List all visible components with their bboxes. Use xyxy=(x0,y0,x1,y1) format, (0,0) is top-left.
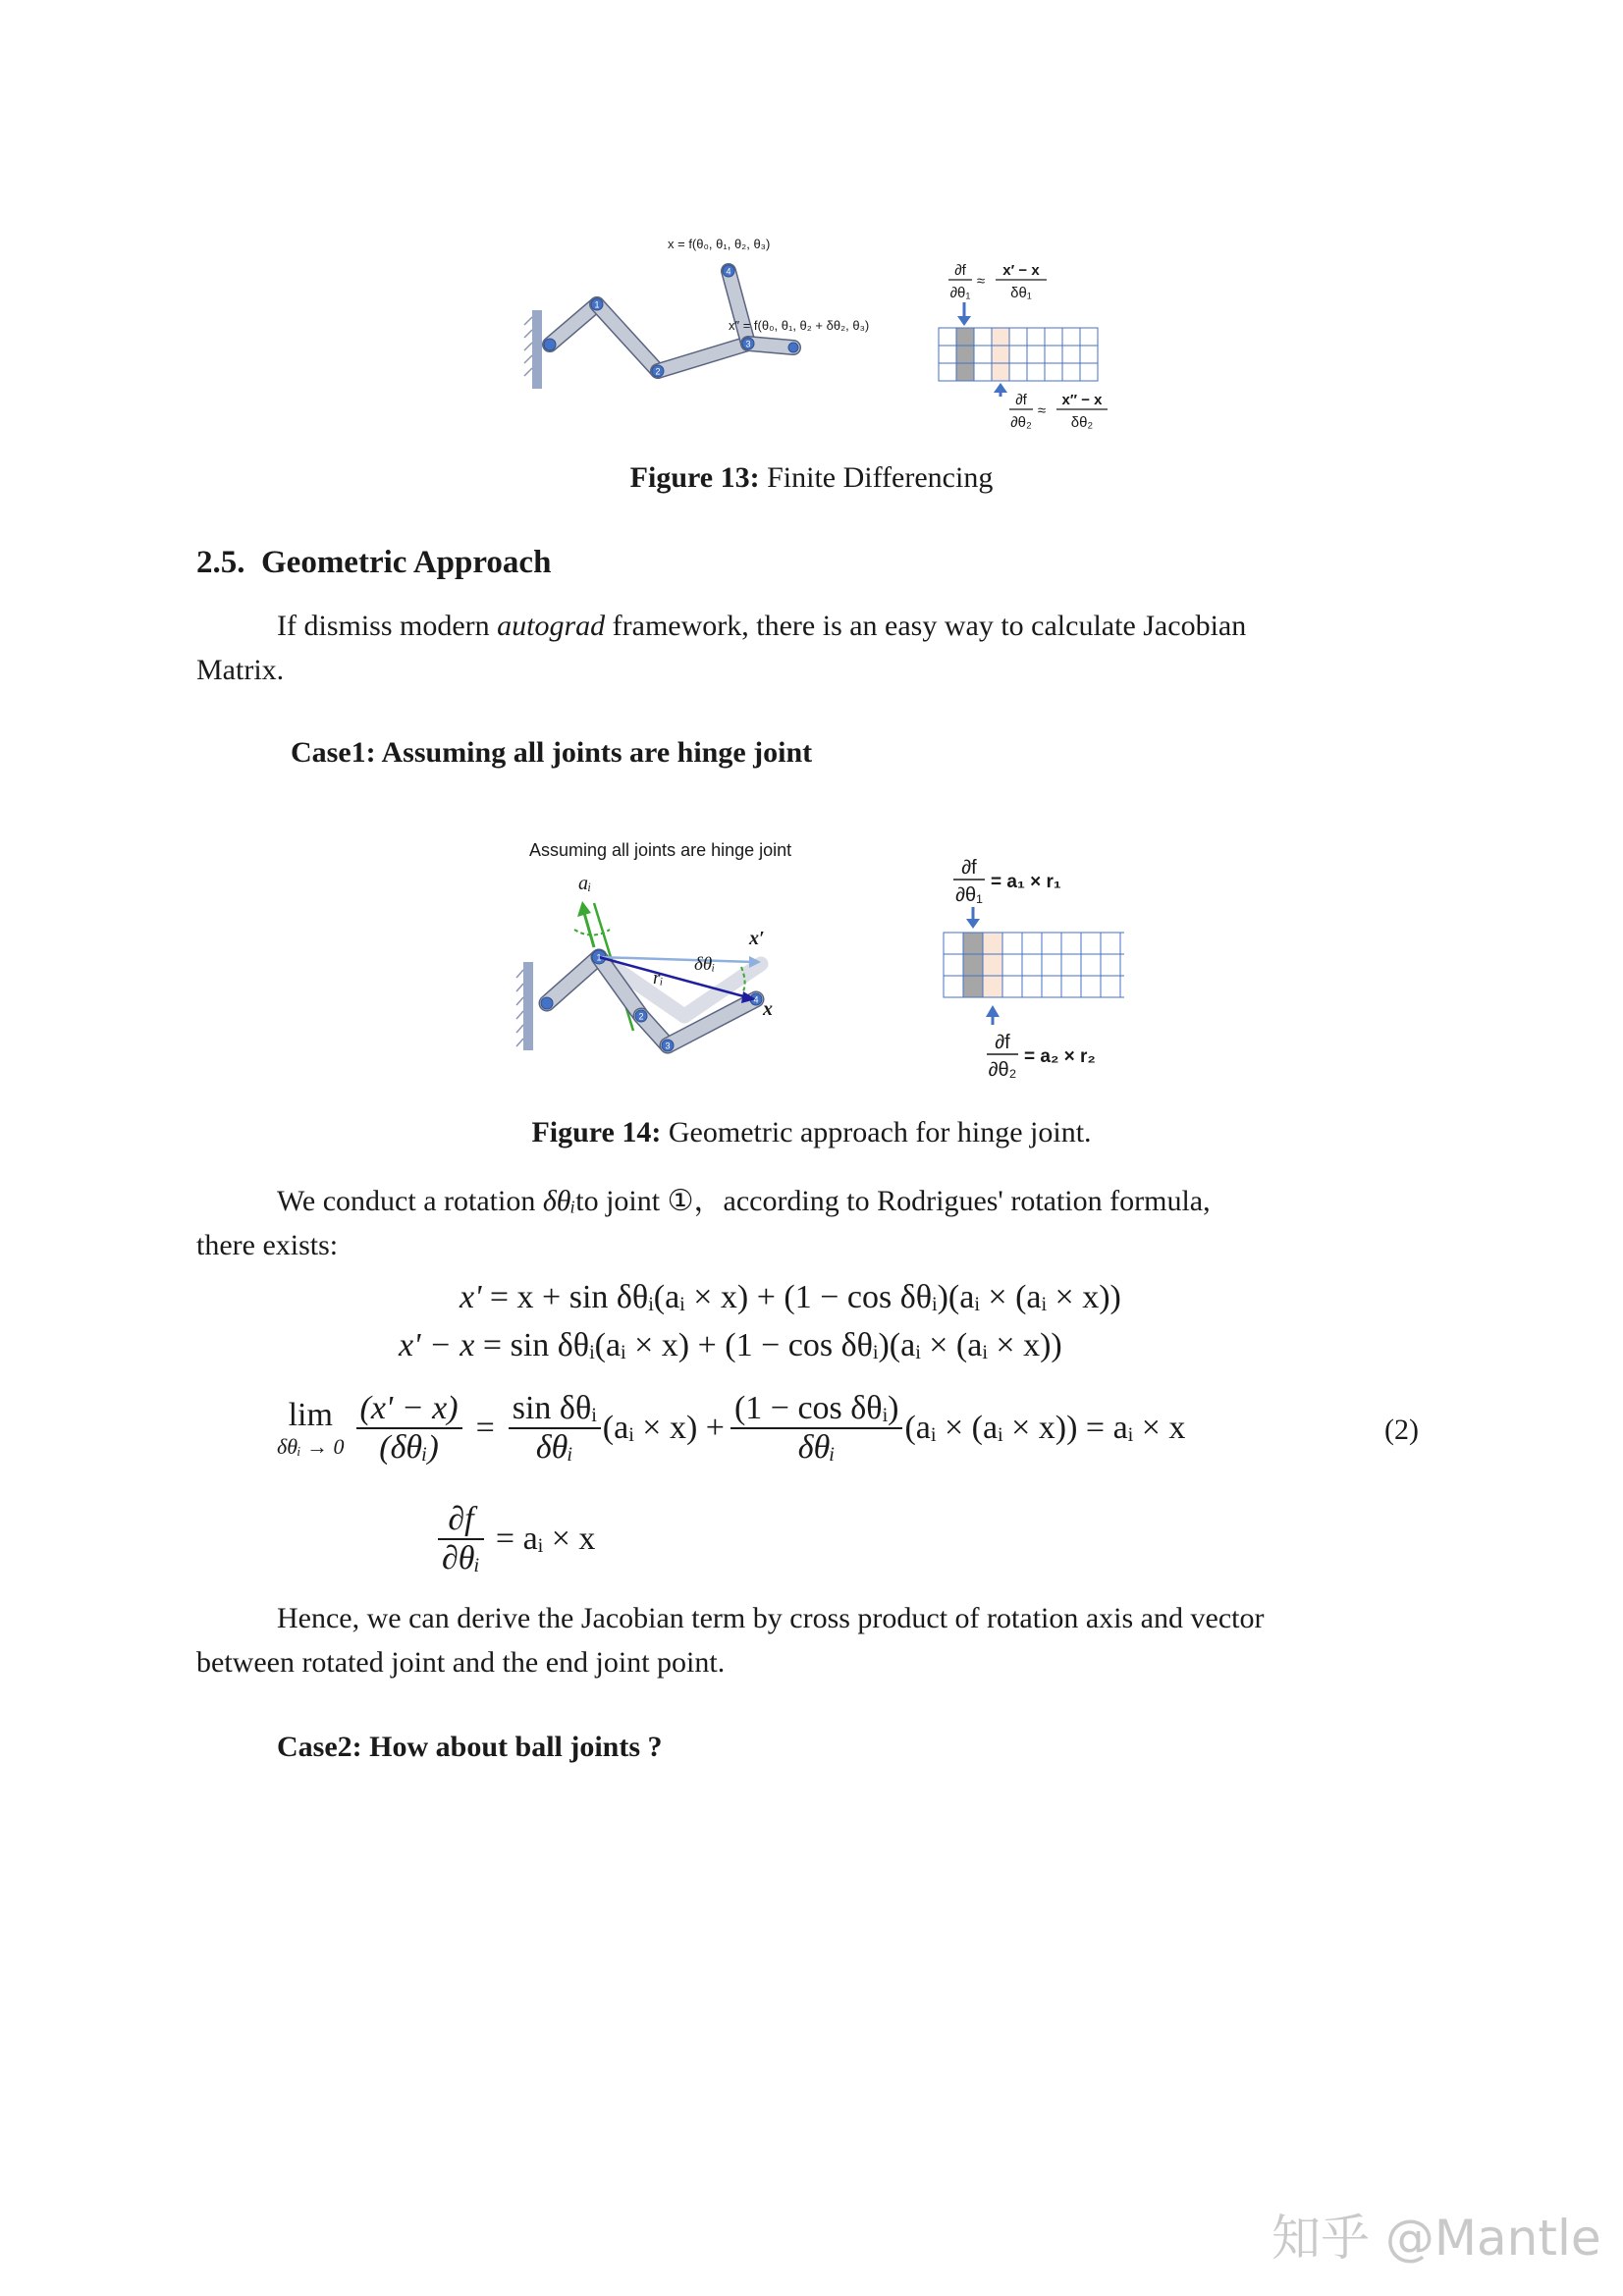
figure-14-caption-text: Geometric approach for hinge joint. xyxy=(661,1116,1092,1148)
label-ri: rᵢ xyxy=(653,968,664,988)
grad2-lhs-num: ∂f xyxy=(1015,392,1027,408)
equation-number: (2) xyxy=(1384,1414,1419,1446)
intro-italic-term: autograd xyxy=(497,610,606,642)
hinge-joint-0 xyxy=(541,997,553,1009)
figure-13-graphic xyxy=(511,224,1119,445)
eq3-eq: = xyxy=(475,1410,495,1446)
figure-13-caption-label: Figure 13: xyxy=(629,461,760,494)
eq3-frac1-num: (x' − x) xyxy=(359,1390,459,1426)
label-x: x xyxy=(763,998,773,1020)
rotation-line-2: there exists: xyxy=(196,1229,339,1261)
case2-heading: Case2: How about ball joints ? xyxy=(277,1731,663,1763)
figure-14-caption-label: Figure 14: xyxy=(531,1116,662,1148)
intro-line-2: Matrix. xyxy=(196,654,285,686)
equation-1 xyxy=(460,1279,1121,1316)
vector-x-prime xyxy=(599,957,751,962)
rotation-line-1: We conduct a rotation δθᵢto joint ①，according to Rodrigues' rotation formula, xyxy=(277,1185,1211,1217)
joint-number-label: 2 xyxy=(638,1011,644,1022)
joint-number-label: 2 xyxy=(655,366,661,377)
hinge-grad2-num: ∂f xyxy=(995,1032,1010,1053)
hinge-grad1-rhs: = a₁ × r₁ xyxy=(991,872,1061,892)
eq-x-label: x = f(θ₀, θ₁, θ₂, θ₃) xyxy=(668,237,771,251)
hinge-grad1-num: ∂f xyxy=(961,857,977,879)
watermark: 知乎 @Mantle xyxy=(1271,2210,1601,2267)
figure-14 xyxy=(515,834,1124,1095)
eq3-frac2-num: sin δθᵢ xyxy=(512,1390,597,1426)
equation-2 xyxy=(399,1327,1062,1364)
eq3-limit xyxy=(277,1397,345,1460)
eq3-frac2-den: δθᵢ xyxy=(509,1427,601,1467)
grad2-rhs-den: δθ₂ xyxy=(1070,414,1094,431)
grad2-rhs-num: x″ − x xyxy=(1061,392,1103,408)
joint-number-label: 3 xyxy=(745,339,751,349)
eq4-frac xyxy=(438,1501,484,1577)
figure-13-caption xyxy=(0,461,1623,495)
eq1-rhs: = x + sin δθᵢ(aᵢ × x) + (1 − cos δθᵢ)(aᵢ × (aᵢ × x)) xyxy=(489,1279,1121,1315)
jacobian-grid-14 xyxy=(944,933,1124,997)
eq3-lim-sub: δθᵢ → 0 xyxy=(277,1434,345,1459)
case1-heading: Case1: Assuming all joints are hinge joint xyxy=(291,736,813,769)
eq2-lhs: x' − x xyxy=(399,1327,483,1363)
eq3-frac3-num: (1 − cos δθᵢ) xyxy=(733,1390,899,1426)
grad1-rhs-num: x′ − x xyxy=(1002,262,1040,279)
figure-13-caption-text: Finite Differencing xyxy=(759,461,994,494)
eq3-frac3-den: δθᵢ xyxy=(730,1427,903,1467)
eq-xpp-label: x″ = f(θ₀, θ₁, θ₂ + δθ₂, θ₃) xyxy=(729,318,870,333)
jacobian-grid-13 xyxy=(939,328,1098,381)
joint-number-label: 4 xyxy=(753,994,759,1005)
rotation-paragraph xyxy=(196,1179,1424,1267)
grad1-rhs-den: δθ₁ xyxy=(1010,285,1032,301)
figure-14-panel-title: Assuming all joints are hinge joint xyxy=(529,840,792,860)
joint-number-label: 1 xyxy=(594,299,600,310)
joint-0 xyxy=(544,339,556,350)
grad1-approx: ≈ xyxy=(976,273,986,290)
hinge-grad1-den: ∂θ₁ xyxy=(955,884,983,906)
grad2-approx: ≈ xyxy=(1037,402,1047,419)
equation-3 xyxy=(277,1374,1185,1482)
hence-line-2: between rotated joint and the end joint point. xyxy=(196,1646,726,1679)
label-x-prime: x′ xyxy=(749,928,765,949)
intro-line-1: If dismiss modern autograd framework, there is an easy way to calculate Jacobian xyxy=(277,610,1247,642)
eq3-frac1 xyxy=(356,1390,462,1467)
eq1-lhs: x' xyxy=(460,1279,490,1315)
joint-number-label: 3 xyxy=(665,1041,671,1051)
eq3-frac1-den: (δθᵢ) xyxy=(356,1427,462,1467)
figure-14-graphic xyxy=(515,834,1124,1095)
eq3-mid: (aᵢ × x) + xyxy=(602,1410,725,1446)
label-dtheta: δθᵢ xyxy=(694,954,716,975)
hinge-grad2-rhs: = a₂ × r₂ xyxy=(1024,1046,1096,1067)
rotation-symbol: δθᵢ xyxy=(542,1185,576,1217)
wall-base xyxy=(532,310,542,389)
joint-number-label: 1 xyxy=(596,952,602,963)
hinge-grad2-den: ∂θ₂ xyxy=(988,1059,1017,1081)
eq4-rhs: = aᵢ × x xyxy=(495,1521,596,1557)
eq3-tail: (aᵢ × (aᵢ × x)) = aᵢ × x xyxy=(904,1410,1186,1446)
figure-13 xyxy=(511,224,1119,445)
eq3-frac2 xyxy=(509,1390,601,1467)
eq3-lim: lim xyxy=(288,1397,333,1433)
eq3-frac3 xyxy=(730,1390,903,1467)
section-heading xyxy=(196,545,551,581)
grad1-lhs-num: ∂f xyxy=(954,262,966,279)
label-ai: aᵢ xyxy=(578,873,592,894)
eq4-num: ∂f xyxy=(448,1501,474,1537)
joint-4-perturbed xyxy=(788,343,798,352)
grad1-lhs-den: ∂θ₁ xyxy=(949,285,971,301)
section-number: 2.5. xyxy=(196,545,245,580)
eq4-den: ∂θᵢ xyxy=(438,1538,484,1577)
figure-14-caption xyxy=(0,1116,1623,1149)
section-title: Geometric Approach xyxy=(261,545,552,580)
equation-4 xyxy=(438,1490,595,1588)
intro-paragraph xyxy=(196,604,1424,692)
grad2-lhs-den: ∂θ₂ xyxy=(1010,414,1032,431)
hence-paragraph xyxy=(196,1596,1424,1684)
hence-line-1: Hence, we can derive the Jacobian term by cross product of rotation axis and vector xyxy=(277,1602,1265,1634)
joint-number-label: 4 xyxy=(726,266,731,277)
eq2-rhs: = sin δθᵢ(aᵢ × x) + (1 − cos δθᵢ)(aᵢ × (aᵢ × x)) xyxy=(482,1327,1062,1363)
